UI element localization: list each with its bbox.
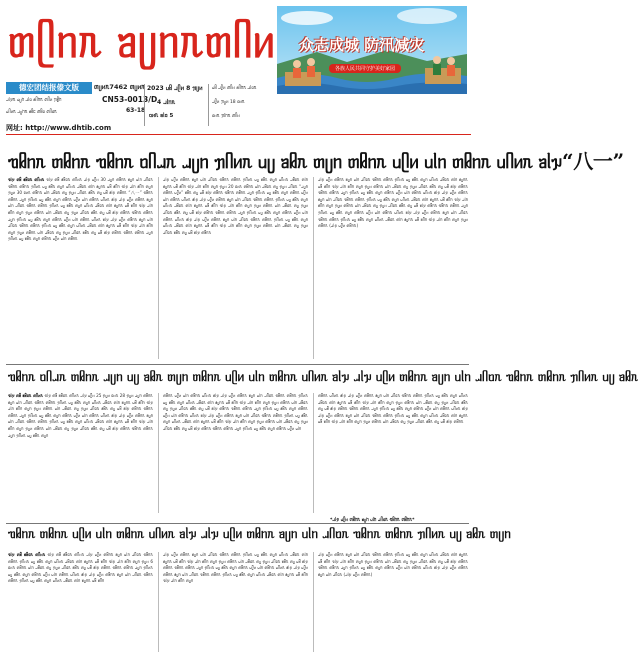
edition-label: 德宏团结报傣文版 — [6, 82, 92, 94]
issue-number: ᥖᥩᥢᥰ7462 ᥖᥩᥢᥰ — [94, 83, 146, 91]
column-rule — [158, 393, 159, 513]
publication-info — [6, 82, 276, 138]
column-rule — [313, 552, 314, 652]
article-1-column-2: ᥘᥣᥭ ᥙᥫᥢ ᥖᥤᥒᥰ ᥑᥩᥒ ᥙᥣᥒ ᥘᥥᥝᥰ ᥓᥤᥒᥰ ᥖᥤᥒᥰ ᥟᥥᥢᥰ ᥙᥩ ᥑᥤᥰ ᥖᥩᥒ ᥙᥥᥢᥰ ᥘᥤᥝᥰ ᥖᥣᥒ ᥑᥩᥒᥰ ᥙᥤ ᥑᥥᥒ ᥓᥣᥭ ᥘᥣᥒ ᥑᥥᥒ ᥖᥩᥒ ᥟᥩᥢ 20 ᥝᥢᥰ ᥖᥤᥒᥰ ᥙᥣᥒ ᥘᥤᥝᥰ ᥖᥩ ᥟᥩᥢ ᥘᥥᥝᥰ “ᥘᥩᥒ ᥖᥤᥒᥰ ᥙᥫᥢ” ᥑᥤᥰ ᥖᥩ ᥙᥤ ᥑᥣᥭ ᥖᥤᥒᥰ ᥓᥤᥒᥰ ᥖᥤᥒᥰ ᥘᥩᥒ ᥟᥥᥢᥰ ᥙᥩ ᥑᥤᥰ ᥖᥩᥒ ᥖᥤᥒᥰ ᥙᥫᥢ ᥙᥣᥒ ᥖᥤᥒᥰ ᥙᥥᥢᥰ ᥑᥣᥭ ᥘᥣᥭ ᥙᥫᥢ ᥖᥤᥒᥰ ᥑᥩᥒ ᥙᥣᥒ ᥘᥥᥝᥰ ᥓᥤᥒᥰ ᥖᥤᥒᥰ ᥟᥥᥢᥰ ᥙᥩ ᥑᥤᥰ ᥖᥩᥒ ᥙᥥᥢᥰ ᥘᥤᥝᥰ ᥖᥣᥒ ᥑᥩᥒᥰ ᥙᥤ ᥑᥥᥒ ᥓᥣᥭ ᥘᥣᥒ ᥑᥥᥒ ᥖᥩᥒ ᥟᥩᥢ ᥖᥤᥒᥰ ᥙᥣᥒ ᥘᥤᥝᥰ ᥖᥩ ᥟᥩᥢ ᥘᥥᥝᥰ ᥑᥤᥰ ᥖᥩ ᥙᥤ ᥑᥣᥭ ᥖᥤᥒᥰ ᥓᥤᥒᥰ ᥖᥤᥒᥰ ᥘᥩᥒ ᥟᥥᥢᥰ ᥙᥩ ᥑᥤᥰ ᥖᥩᥒ ᥖᥤᥒᥰ ᥙᥫᥢ ᥙᥣᥒ ᥖᥤᥒᥰ ᥙᥥᥢᥰ ᥑᥣᥭ ᥘᥣᥭ ᥙᥫᥢ ᥖᥤᥒᥰ ᥑᥩᥒ ᥙᥣᥒ ᥘᥥᥝᥰ ᥓᥤᥒᥰ ᥖᥤᥒᥰ ᥟᥥᥢᥰ ᥙᥩ ᥑᥤᥰ ᥖᥩᥒ ᥙᥥᥢᥰ ᥘᥤᥝᥰ ᥖᥣᥒ ᥑᥩᥒᥰ ᥙᥤ ᥑᥥᥒ ᥓᥣᥭ ᥘᥣᥒ ᥑᥥᥒ ᥖᥩᥒ ᥟᥩᥢ ᥖᥤᥒᥰ ᥙᥣᥒ ᥘᥤᥝᥰ ᥖᥩ ᥟᥩᥢ ᥘᥥᥝᥰ ᥑᥤᥰ ᥖᥩ ᥙᥤ ᥑᥣᥭ ᥖᥤᥒᥰ — [163, 177, 308, 235]
article-1-headline-text: ᥓᥤᥒᥰ ᥖᥤᥒᥰ ᥓᥤᥒᥰ ᥝᥥᥘᥰ ᥘᥩᥒ ᥟᥥᥢᥰ ᥙᥩ ᥑᥤᥰ ᥖᥩᥒ ᥖᥤᥒᥰ ᥙᥫᥢ ᥙᥣᥒ ᥖᥤᥒᥰ ᥙᥥᥢᥰ ᥑᥣᥭ — [8, 153, 563, 173]
flood-prevention-banner — [277, 6, 467, 94]
banner-headline: 众志成城 防汛减灾 — [299, 36, 425, 54]
section-rule — [6, 364, 469, 365]
article-1-column-1 — [8, 177, 153, 359]
column-rule — [313, 393, 314, 513]
article-3-column-3: ᥘᥣᥭ ᥙᥫᥢ ᥖᥤᥒᥰ ᥑᥩᥒ ᥙᥣᥒ ᥘᥥᥝᥰ ᥓᥤᥒᥰ ᥖᥤᥒᥰ ᥟᥥᥢᥰ ᥙᥩ ᥑᥤᥰ ᥖᥩᥒ ᥙᥥᥢᥰ ᥘᥤᥝᥰ ᥖᥣᥒ ᥑᥩᥒᥰ ᥙᥤ ᥑᥥᥒ ᥓᥣᥭ ᥘᥣᥒ ᥑᥥᥒ ᥖᥩᥒ ᥟᥩᥢ ᥖᥤᥒᥰ ᥙᥣᥒ ᥘᥤᥝᥰ ᥖᥩ ᥟᥩᥢ ᥘᥥᥝᥰ ᥑᥤᥰ ᥖᥩ ᥙᥤ ᥑᥣᥭ ᥖᥤᥒᥰ ᥓᥤᥒᥰ ᥖᥤᥒᥰ ᥘᥩᥒ ᥟᥥᥢᥰ ᥙᥩ ᥑᥤᥰ ᥖᥩᥒ ᥖᥤᥒᥰ ᥙᥫᥢ ᥙᥣᥒ ᥖᥤᥒᥰ ᥙᥥᥢᥰ ᥑᥣᥭ ᥘᥣᥭ ᥙᥫᥢ ᥖᥤᥒᥰ ᥑᥩᥒ ᥙᥣᥒ ᥘᥥᥝᥰ (ᥘᥣᥭ ᥙᥫᥢ ᥖᥤᥒᥰ) — [318, 552, 468, 577]
masthead-rule — [6, 134, 471, 135]
section-rule — [6, 523, 469, 524]
publisher-line: ᥘᥣᥭᥰ ᥙᥩᥒ ᥘᥣᥝ ᥑᥥᥒᥰ ᥖᥥᥢ ᥟᥪᥒ — [6, 98, 62, 103]
article-1-headline-tail: “八一” — [562, 149, 624, 173]
article-2-column-2: ᥖᥤᥒᥰ ᥙᥫᥢ ᥙᥣᥒ ᥖᥤᥒᥰ ᥙᥥᥢᥰ ᥑᥣᥭ ᥘᥣᥭ ᥙᥫᥢ ᥖᥤᥒᥰ ᥑᥩᥒ ᥙᥣᥒ ᥘᥥᥝᥰ ᥓᥤᥒᥰ ᥖᥤᥒᥰ ᥟᥥᥢᥰ ᥙᥩ ᥑᥤᥰ ᥖᥩᥒ ᥙᥥᥢᥰ ᥘᥤᥝᥰ ᥖᥣᥒ ᥑᥩᥒᥰ ᥙᥤ ᥑᥥᥒ ᥓᥣᥭ ᥘᥣᥒ ᥑᥥᥒ ᥖᥩᥒ ᥟᥩᥢ ᥖᥤᥒᥰ ᥙᥣᥒ ᥘᥤᥝᥰ ᥖᥩ ᥟᥩᥢ ᥘᥥᥝᥰ ᥑᥤᥰ ᥖᥩ ᥙᥤ ᥑᥣᥭ ᥖᥤᥒᥰ ᥓᥤᥒᥰ ᥖᥤᥒᥰ ᥘᥩᥒ ᥟᥥᥢᥰ ᥙᥩ ᥑᥤᥰ ᥖᥩᥒ ᥖᥤᥒᥰ ᥙᥫᥢ ᥙᥣᥒ ᥖᥤᥒᥰ ᥙᥥᥢᥰ ᥑᥣᥭ ᥘᥣᥭ ᥙᥫᥢ ᥖᥤᥒᥰ ᥑᥩᥒ ᥙᥣᥒ ᥘᥥᥝᥰ ᥓᥤᥒᥰ ᥖᥤᥒᥰ ᥟᥥᥢᥰ ᥙᥩ ᥑᥤᥰ ᥖᥩᥒ ᥙᥥᥢᥰ ᥘᥤᥝᥰ ᥖᥣᥒ ᥑᥩᥒᥰ ᥙᥤ ᥑᥥᥒ ᥓᥣᥭ ᥘᥣᥒ ᥑᥥᥒ ᥖᥩᥒ ᥟᥩᥢ ᥖᥤᥒᥰ ᥙᥣᥒ ᥘᥤᥝᥰ ᥖᥩ ᥟᥩᥢ ᥘᥥᥝᥰ ᥑᥤᥰ ᥖᥩ ᥙᥤ ᥑᥣᥭ ᥖᥤᥒᥰ ᥓᥤᥒᥰ ᥖᥤᥒᥰ ᥘᥩᥒ ᥟᥥᥢᥰ ᥙᥩ ᥑᥤᥰ ᥖᥩᥒ ᥖᥤᥒᥰ ᥙᥫᥢ ᥙᥣᥒ — [163, 393, 308, 431]
column-rule — [158, 552, 159, 652]
divider — [208, 84, 209, 126]
article-3-byline: ᥓᥣᥭ ᥖᥤ ᥑᥤᥝᥰ ᥖᥥᥢᥰ — [8, 552, 46, 557]
article-1-byline: ᥓᥣᥭ ᥖᥤ ᥑᥤᥝᥰ ᥖᥥᥢᥰ — [8, 177, 45, 182]
article-2-note: *ᥘᥣᥭ ᥙᥫᥢ ᥖᥤᥒᥰ ᥑᥩᥒ ᥙᥣᥒ ᥘᥥᥝᥰ ᥓᥤᥒᥰ ᥖᥤᥒᥰ* — [330, 518, 415, 523]
lunar-date-line: ᥘᥫᥢ ᥟᥩᥢ 18 ᥝᥢᥰ — [212, 100, 245, 105]
banner-ribbon: 各族人民共同守护美好家园 — [329, 64, 401, 73]
article-1-headline — [8, 145, 624, 174]
article-2-byline: ᥓᥣᥭ ᥖᥤ ᥑᥤᥝᥰ ᥖᥥᥢᥰ — [8, 393, 44, 398]
article-2-headline: ᥓᥤᥒᥰ ᥝᥥᥘᥰ ᥖᥤᥒᥰ ᥘᥩᥒ ᥙᥩ ᥑᥤᥰ ᥖᥩᥒ ᥖᥤᥒᥰ ᥙᥫᥢ ᥙᥣᥒ ᥖᥤᥒᥰ ᥙᥥᥢᥰ ᥑᥣᥭ ᥘᥣᥭ ᥙᥫᥢ ᥖᥤᥒᥰ ᥑᥩᥒ ᥙᥣᥒ ᥘᥥᥝᥰ ᥓᥤᥒᥰ ᥖᥤᥒᥰ ᥟᥥᥢᥰ ᥙᥩ ᥑᥤᥰ — [8, 370, 638, 384]
article-3-headline: ᥓᥤᥒᥰ ᥖᥤᥒᥰ ᥙᥫᥢ ᥙᥣᥒ ᥖᥤᥒᥰ ᥙᥥᥢᥰ ᥑᥣᥭ ᥘᥣᥭ ᥙᥫᥢ ᥖᥤᥒᥰ ᥑᥩᥒ ᥙᥣᥒ ᥘᥥᥝᥰ ᥓᥤᥒᥰ ᥖᥤᥒᥰ ᥟᥥᥢᥰ ᥙᥩ ᥑᥤᥰ ᥖᥩᥒ — [8, 527, 511, 541]
cn-code: CN53-0013/D — [102, 95, 158, 104]
cn-subcode: 63-18 — [126, 107, 146, 114]
column-rule — [313, 177, 314, 359]
article-3-column-1 — [8, 552, 153, 652]
lunar-date-line: ᥝᥢᥰ ᥟᥣᥒᥰ ᥖᥥᥢ — [212, 114, 240, 119]
article-2-column-3: ᥖᥤᥒᥰ ᥙᥥᥢᥰ ᥑᥣᥭ ᥘᥣᥭ ᥙᥫᥢ ᥖᥤᥒᥰ ᥑᥩᥒ ᥙᥣᥒ ᥘᥥᥝᥰ ᥓᥤᥒᥰ ᥖᥤᥒᥰ ᥟᥥᥢᥰ ᥙᥩ ᥑᥤᥰ ᥖᥩᥒ ᥙᥥᥢᥰ ᥘᥤᥝᥰ ᥖᥣᥒ ᥑᥩᥒᥰ ᥙᥤ ᥑᥥᥒ ᥓᥣᥭ ᥘᥣᥒ ᥑᥥᥒ ᥖᥩᥒ ᥟᥩᥢ ᥖᥤᥒᥰ ᥙᥣᥒ ᥘᥤᥝᥰ ᥖᥩ ᥟᥩᥢ ᥘᥥᥝᥰ ᥑᥤᥰ ᥖᥩ ᥙᥤ ᥑᥣᥭ ᥖᥤᥒᥰ ᥓᥤᥒᥰ ᥖᥤᥒᥰ ᥘᥩᥒ ᥟᥥᥢᥰ ᥙᥩ ᥑᥤᥰ ᥖᥩᥒ ᥖᥤᥒᥰ ᥙᥫᥢ ᥙᥣᥒ ᥖᥤᥒᥰ ᥙᥥᥢᥰ ᥑᥣᥭ ᥘᥣᥭ ᥙᥫᥢ ᥖᥤᥒᥰ ᥑᥩᥒ ᥙᥣᥒ ᥘᥥᥝᥰ ᥓᥤᥒᥰ ᥖᥤᥒᥰ ᥟᥥᥢᥰ ᥙᥩ ᥑᥤᥰ ᥖᥩᥒ ᥙᥥᥢᥰ ᥘᥤᥝᥰ ᥖᥣᥒ ᥑᥩᥒᥰ ᥙᥤ ᥑᥥᥒ ᥓᥣᥭ ᥘᥣᥒ ᥑᥥᥒ ᥖᥩᥒ ᥟᥩᥢ ᥖᥤᥒᥰ ᥙᥣᥒ ᥘᥤᥝᥰ ᥖᥩ ᥟᥩᥢ ᥘᥥᥝᥰ ᥑᥤᥰ ᥖᥩ ᥙᥤ ᥑᥣᥭ ᥖᥤᥒᥰ — [318, 393, 468, 425]
divider — [144, 84, 145, 126]
article-2-body: ᥓᥣᥭ ᥖᥤ ᥑᥤᥝᥰ ᥖᥥᥢᥰ ᥘᥣᥭ ᥙᥫᥢ 25 ᥟᥩᥢ ᥝᥢᥰ 28 ᥟᥩᥢ ᥘᥩᥒ ᥖᥤᥒᥰ ᥑᥩᥒ ᥙᥣᥒ ᥘᥥᥝᥰ ᥓᥤᥒᥰ ᥖᥤᥒᥰ ᥟᥥᥢᥰ ᥙᥩ ᥑᥤᥰ ᥖᥩᥒ ᥙᥥᥢᥰ ᥘᥤᥝᥰ ᥖᥣᥒ ᥑᥩᥒᥰ ᥙᥤ ᥑᥥᥒ ᥓᥣᥭ ᥘᥣᥒ ᥑᥥᥒ ᥖᥩᥒ ᥟᥩᥢ ᥖᥤᥒᥰ ᥙᥣᥒ ᥘᥤᥝᥰ ᥖᥩ ᥟᥩᥢ ᥘᥥᥝᥰ ᥑᥤᥰ ᥖᥩ ᥙᥤ ᥑᥣᥭ ᥖᥤᥒᥰ ᥓᥤᥒᥰ ᥖᥤᥒᥰ ᥘᥩᥒ ᥟᥥᥢᥰ ᥙᥩ ᥑᥤᥰ ᥖᥩᥒ ᥖᥤᥒᥰ ᥙᥫᥢ ᥙᥣᥒ ᥖᥤᥒᥰ ᥙᥥᥢᥰ ᥑᥣᥭ ᥘᥣᥭ ᥙᥫᥢ ᥖᥤᥒᥰ ᥑᥩᥒ ᥙᥣᥒ ᥘᥥᥝᥰ ᥓᥤᥒᥰ ᥖᥤᥒᥰ ᥟᥥᥢᥰ ᥙᥩ ᥑᥤᥰ ᥖᥩᥒ ᥙᥥᥢᥰ ᥘᥤᥝᥰ ᥖᥣᥒ ᥑᥩᥒᥰ ᥙᥤ ᥑᥥᥒ ᥓᥣᥭ ᥘᥣᥒ ᥑᥥᥒ ᥖᥩᥒ ᥟᥩᥢ ᥖᥤᥒᥰ ᥙᥣᥒ ᥘᥤᥝᥰ ᥖᥩ ᥟᥩᥢ ᥘᥥᥝᥰ ᥑᥤᥰ ᥖᥩ ᥙᥤ ᥑᥣᥭ ᥖᥤᥒᥰ ᥓᥤᥒᥰ ᥖᥤᥒᥰ ᥘᥩᥒ ᥟᥥᥢᥰ ᥙᥩ ᥑᥤᥰ ᥖᥩᥒ — [8, 393, 153, 438]
publisher-line: ᥙᥥᥢᥰ ᥘᥩᥒᥰ ᥑᥤᥴ ᥖᥤᥝ ᥖᥥᥝᥰ — [6, 110, 57, 115]
weekday: ᥝᥢᥰ ᥑᥣᥝ 5 — [149, 113, 174, 119]
page-count: 4 ᥘᥣᥒᥰ — [157, 99, 176, 106]
article-1-column-3: ᥘᥣᥭ ᥙᥫᥢ ᥖᥤᥒᥰ ᥑᥩᥒ ᥙᥣᥒ ᥘᥥᥝᥰ ᥓᥤᥒᥰ ᥖᥤᥒᥰ ᥟᥥᥢᥰ ᥙᥩ ᥑᥤᥰ ᥖᥩᥒ ᥙᥥᥢᥰ ᥘᥤᥝᥰ ᥖᥣᥒ ᥑᥩᥒᥰ ᥙᥤ ᥑᥥᥒ ᥓᥣᥭ ᥘᥣᥒ ᥑᥥᥒ ᥖᥩᥒ ᥟᥩᥢ ᥖᥤᥒᥰ ᥙᥣᥒ ᥘᥤᥝᥰ ᥖᥩ ᥟᥩᥢ ᥘᥥᥝᥰ ᥑᥤᥰ ᥖᥩ ᥙᥤ ᥑᥣᥭ ᥖᥤᥒᥰ ᥓᥤᥒᥰ ᥖᥤᥒᥰ ᥘᥩᥒ ᥟᥥᥢᥰ ᥙᥩ ᥑᥤᥰ ᥖᥩᥒ ᥖᥤᥒᥰ ᥙᥫᥢ ᥙᥣᥒ ᥖᥤᥒᥰ ᥙᥥᥢᥰ ᥑᥣᥭ ᥘᥣᥭ ᥙᥫᥢ ᥖᥤᥒᥰ ᥑᥩᥒ ᥙᥣᥒ ᥘᥥᥝᥰ ᥓᥤᥒᥰ ᥖᥤᥒᥰ ᥟᥥᥢᥰ ᥙᥩ ᥑᥤᥰ ᥖᥩᥒ ᥙᥥᥢᥰ ᥘᥤᥝᥰ ᥖᥣᥒ ᥑᥩᥒᥰ ᥙᥤ ᥑᥥᥒ ᥓᥣᥭ ᥘᥣᥒ ᥑᥥᥒ ᥖᥩᥒ ᥟᥩᥢ ᥖᥤᥒᥰ ᥙᥣᥒ ᥘᥤᥝᥰ ᥖᥩ ᥟᥩᥢ ᥘᥥᥝᥰ ᥑᥤᥰ ᥖᥩ ᥙᥤ ᥑᥣᥭ ᥖᥤᥒᥰ ᥓᥤᥒᥰ ᥖᥤᥒᥰ ᥘᥩᥒ ᥟᥥᥢᥰ ᥙᥩ ᥑᥤᥰ ᥖᥩᥒ ᥖᥤᥒᥰ ᥙᥫᥢ ᥙᥣᥒ ᥖᥤᥒᥰ ᥙᥥᥢᥰ ᥑᥣᥭ ᥘᥣᥭ ᥙᥫᥢ ᥖᥤᥒᥰ ᥑᥩᥒ ᥙᥣᥒ ᥘᥥᥝᥰ ᥓᥤᥒᥰ ᥖᥤᥒᥰ ᥟᥥᥢᥰ ᥙᥩ ᥑᥤᥰ ᥖᥩᥒ ᥙᥥᥢᥰ ᥘᥤᥝᥰ ᥖᥣᥒ ᥑᥩᥒᥰ ᥙᥤ ᥑᥥᥒ ᥓᥣᥭ ᥘᥣᥒ ᥑᥥᥒ ᥖᥩᥒ ᥟᥩᥢ ᥖᥤᥒᥰ (ᥘᥣᥭ ᥙᥫᥢ ᥖᥤᥒᥰ) — [318, 177, 468, 229]
article-2-column-1 — [8, 393, 153, 513]
newspaper-masthead-title: ᥖᥫᥒᥰ ᥑᥩᥒᥰᥖᥥᥢ — [8, 18, 276, 67]
lunar-date-line: ᥙᥤ ᥘᥫᥢ ᥖᥥᥢ ᥑᥥᥒᥰ ᥘᥣᥝᥰ — [212, 86, 257, 91]
article-3-body: ᥓᥣᥭ ᥖᥤ ᥑᥤᥝᥰ ᥖᥥᥢᥰ ᥘᥣᥭ ᥙᥫᥢ ᥖᥤᥒᥰ ᥑᥩᥒ ᥙᥣᥒ ᥘᥥᥝᥰ ᥓᥤᥒᥰ ᥖᥤᥒᥰ ᥟᥥᥢᥰ ᥙᥩ ᥑᥤᥰ ᥖᥩᥒ ᥙᥥᥢᥰ ᥘᥤᥝᥰ ᥖᥣᥒ ᥑᥩᥒᥰ ᥙᥤ ᥑᥥᥒ ᥓᥣᥭ ᥘᥣᥒ ᥑᥥᥒ ᥖᥩᥒ ᥟᥩᥢ 6 ᥝᥢᥰ ᥖᥤᥒᥰ ᥙᥣᥒ ᥘᥤᥝᥰ ᥖᥩ ᥟᥩᥢ ᥘᥥᥝᥰ ᥑᥤᥰ ᥖᥩ ᥙᥤ ᥑᥣᥭ ᥖᥤᥒᥰ ᥓᥤᥒᥰ ᥖᥤᥒᥰ ᥘᥩᥒ ᥟᥥᥢᥰ ᥙᥩ ᥑᥤᥰ ᥖᥩᥒ ᥖᥤᥒᥰ ᥙᥫᥢ ᥙᥣᥒ ᥖᥤᥒᥰ ᥙᥥᥢᥰ ᥑᥣᥭ ᥘᥣᥭ ᥙᥫᥢ ᥖᥤᥒᥰ ᥑᥩᥒ ᥙᥣᥒ ᥘᥥᥝᥰ ᥓᥤᥒᥰ ᥖᥤᥒᥰ ᥟᥥᥢᥰ ᥙᥩ ᥑᥤᥰ ᥖᥩᥒ ᥙᥥᥢᥰ ᥘᥤᥝᥰ ᥖᥣᥒ ᥑᥩᥒᥰ ᥙᥤ ᥑᥥᥒ — [8, 552, 154, 584]
issue-date: 2023 ᥙᥤ ᥘᥫᥢ 8 ᥟᥩᥢ — [147, 85, 203, 92]
article-1-body: ᥓᥣᥭ ᥖᥤ ᥑᥤᥝᥰ ᥖᥥᥢᥰ ᥘᥣᥭ ᥙᥫᥢ 30 ᥘᥩᥒ ᥖᥤᥒᥰ ᥑᥩᥒ ᥙᥣᥒ ᥘᥥᥝᥰ ᥓᥤᥒᥰ ᥖᥤᥒᥰ ᥟᥥᥢᥰ ᥙᥩ ᥑᥤᥰ ᥖᥩᥒ ᥙᥥᥢᥰ ᥘᥤᥝᥰ ᥖᥣᥒ ᥑᥩᥒᥰ ᥙᥤ ᥑᥥᥒ ᥓᥣᥭ ᥘᥣᥒ ᥑᥥᥒ ᥖᥩᥒ ᥟᥩᥢ 30 ᥝᥢᥰ ᥖᥤᥒᥰ ᥙᥣᥒ ᥘᥤᥝᥰ ᥖᥩ ᥟᥩᥢ ᥘᥥᥝᥰ ᥑᥤᥰ ᥖᥩ ᥙᥤ ᥑᥣᥭ ᥖᥤᥒᥰ “八一” ᥓᥤᥒᥰ ᥖᥤᥒᥰ ᥘᥩᥒ ᥟᥥᥢᥰ ᥙᥩ ᥑᥤᥰ ᥖᥩᥒ ᥖᥤᥒᥰ ᥙᥫᥢ ᥙᥣᥒ ᥖᥤᥒᥰ ᥙᥥᥢᥰ ᥑᥣᥭ ᥘᥣᥭ ᥙᥫᥢ ᥖᥤᥒᥰ ᥑᥩᥒ ᥙᥣᥒ ᥘᥥᥝᥰ ᥓᥤᥒᥰ ᥖᥤᥒᥰ ᥟᥥᥢᥰ ᥙᥩ ᥑᥤᥰ ᥖᥩᥒ ᥙᥥᥢᥰ ᥘᥤᥝᥰ ᥖᥣᥒ ᥑᥩᥒᥰ ᥙᥤ ᥑᥥᥒ ᥓᥣᥭ ᥘᥣᥒ ᥑᥥᥒ ᥖᥩᥒ ᥟᥩᥢ ᥖᥤᥒᥰ ᥙᥣᥒ ᥘᥤᥝᥰ ᥖᥩ ᥟᥩᥢ ᥘᥥᥝᥰ ᥑᥤᥰ ᥖᥩ ᥙᥤ ᥑᥣᥭ ᥖᥤᥒᥰ ᥓᥤᥒᥰ ᥖᥤᥒᥰ ᥘᥩᥒ ᥟᥥᥢᥰ ᥙᥩ ᥑᥤᥰ ᥖᥩᥒ ᥖᥤᥒᥰ ᥙᥫᥢ ᥙᥣᥒ ᥖᥤᥒᥰ ᥙᥥᥢᥰ ᥑᥣᥭ ᥘᥣᥭ ᥙᥫᥢ ᥖᥤᥒᥰ ᥑᥩᥒ ᥙᥣᥒ ᥘᥥᥝᥰ ᥓᥤᥒᥰ ᥖᥤᥒᥰ ᥟᥥᥢᥰ ᥙᥩ ᥑᥤᥰ ᥖᥩᥒ ᥙᥥᥢᥰ ᥘᥤᥝᥰ ᥖᥣᥒ ᥑᥩᥒᥰ ᥙᥤ ᥑᥥᥒ ᥓᥣᥭ ᥘᥣᥒ ᥑᥥᥒ ᥖᥩᥒ ᥟᥩᥢ ᥖᥤᥒᥰ ᥙᥣᥒ ᥘᥤᥝᥰ ᥖᥩ ᥟᥩᥢ ᥘᥥᥝᥰ ᥑᥤᥰ ᥖᥩ ᥙᥤ ᥑᥣᥭ ᥖᥤᥒᥰ ᥓᥤᥒᥰ ᥖᥤᥒᥰ ᥘᥩᥒ ᥟᥥᥢᥰ ᥙᥩ ᥑᥤᥰ ᥖᥩᥒ ᥖᥤᥒᥰ ᥙᥫᥢ ᥙᥣᥒ ᥖᥤᥒᥰ — [8, 177, 153, 242]
website-link[interactable]: 网址: http://www.dhtib.com — [6, 124, 112, 132]
column-rule — [158, 177, 159, 359]
article-3-column-2: ᥘᥣᥭ ᥙᥫᥢ ᥖᥤᥒᥰ ᥑᥩᥒ ᥙᥣᥒ ᥘᥥᥝᥰ ᥓᥤᥒᥰ ᥖᥤᥒᥰ ᥟᥥᥢᥰ ᥙᥩ ᥑᥤᥰ ᥖᥩᥒ ᥙᥥᥢᥰ ᥘᥤᥝᥰ ᥖᥣᥒ ᥑᥩᥒᥰ ᥙᥤ ᥑᥥᥒ ᥓᥣᥭ ᥘᥣᥒ ᥑᥥᥒ ᥖᥩᥒ ᥟᥩᥢ ᥖᥤᥒᥰ ᥙᥣᥒ ᥘᥤᥝᥰ ᥖᥩ ᥟᥩᥢ ᥘᥥᥝᥰ ᥑᥤᥰ ᥖᥩ ᥙᥤ ᥑᥣᥭ ᥖᥤᥒᥰ ᥓᥤᥒᥰ ᥖᥤᥒᥰ ᥘᥩᥒ ᥟᥥᥢᥰ ᥙᥩ ᥑᥤᥰ ᥖᥩᥒ ᥖᥤᥒᥰ ᥙᥫᥢ ᥙᥣᥒ ᥖᥤᥒᥰ ᥙᥥᥢᥰ ᥑᥣᥭ ᥘᥣᥭ ᥙᥫᥢ ᥖᥤᥒᥰ ᥑᥩᥒ ᥙᥣᥒ ᥘᥥᥝᥰ ᥓᥤᥒᥰ ᥖᥤᥒᥰ ᥟᥥᥢᥰ ᥙᥩ ᥑᥤᥰ ᥖᥩᥒ ᥙᥥᥢᥰ ᥘᥤᥝᥰ ᥖᥣᥒ ᥑᥩᥒᥰ ᥙᥤ ᥑᥥᥒ ᥓᥣᥭ ᥘᥣᥒ ᥑᥥᥒ ᥖᥩᥒ — [163, 552, 308, 584]
